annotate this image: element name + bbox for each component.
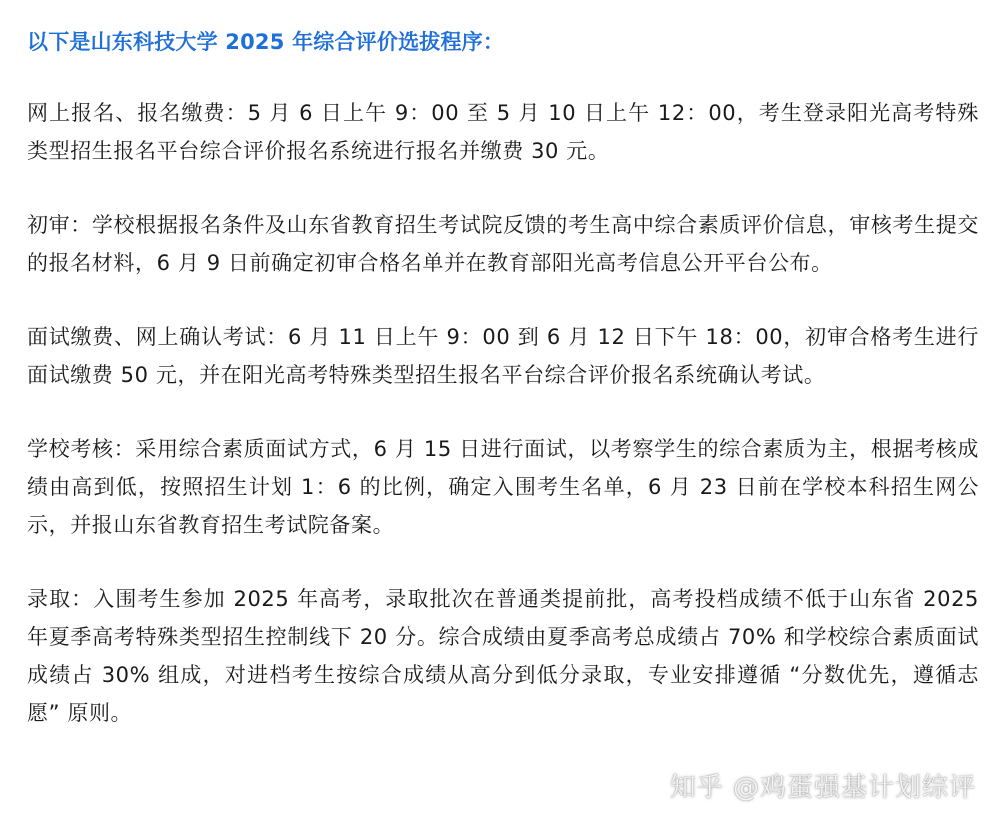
paragraph-interview-confirmation: 面试缴费、网上确认考试：6 月 11 日上午 9：00 到 6 月 12 日下午 18：00，初审合格考生进行面试缴费 50 元，并在阳光高考特殊类型招生报名平台综合评价报名系统确认考试。 — [27, 325, 979, 387]
paragraph-registration: 网上报名、报名缴费：5 月 6 日上午 9：00 至 5 月 10 日上午 12：00，考生登录阳光高考特殊类型招生报名平台综合评价报名系统进行报名并缴费 30 元。 — [27, 101, 979, 163]
article-heading: 以下是山东科技大学 2025 年综合评价选拔程序： — [27, 30, 505, 54]
zhihu-watermark: 知乎 @鸡蛋强基计划综评 — [669, 773, 976, 803]
paragraph-school-assessment: 学校考核：采用综合素质面试方式，6 月 15 日进行面试，以考察学生的综合素质为主，根据考核成绩由高到低，按照招生计划 1：6 的比例，确定入围考生名单，6 月 23 日前在学校本科招生网公示，并报山东省教育招生考试院备案。 — [27, 437, 979, 537]
paragraph-admission: 录取：入围考生参加 2025 年高考，录取批次在普通类提前批，高考投档成绩不低于山东省 2025 年夏季高考特殊类型招生控制线下 20 分。综合成绩由夏季高考总成绩占 70% 和学校综合素质面试成绩占 30% 组成，对进档考生按综合成绩从高分到低分录取，专业安排遵循 “分数优先，遵循志愿” 原则。 — [27, 587, 979, 725]
paragraph-preliminary-review: 初审：学校根据报名条件及山东省教育招生考试院反馈的考生高中综合素质评价信息，审核考生提交的报名材料，6 月 9 日前确定初审合格名单并在教育部阳光高考信息公开平台公布。 — [27, 213, 979, 275]
article-body — [27, 24, 979, 732]
